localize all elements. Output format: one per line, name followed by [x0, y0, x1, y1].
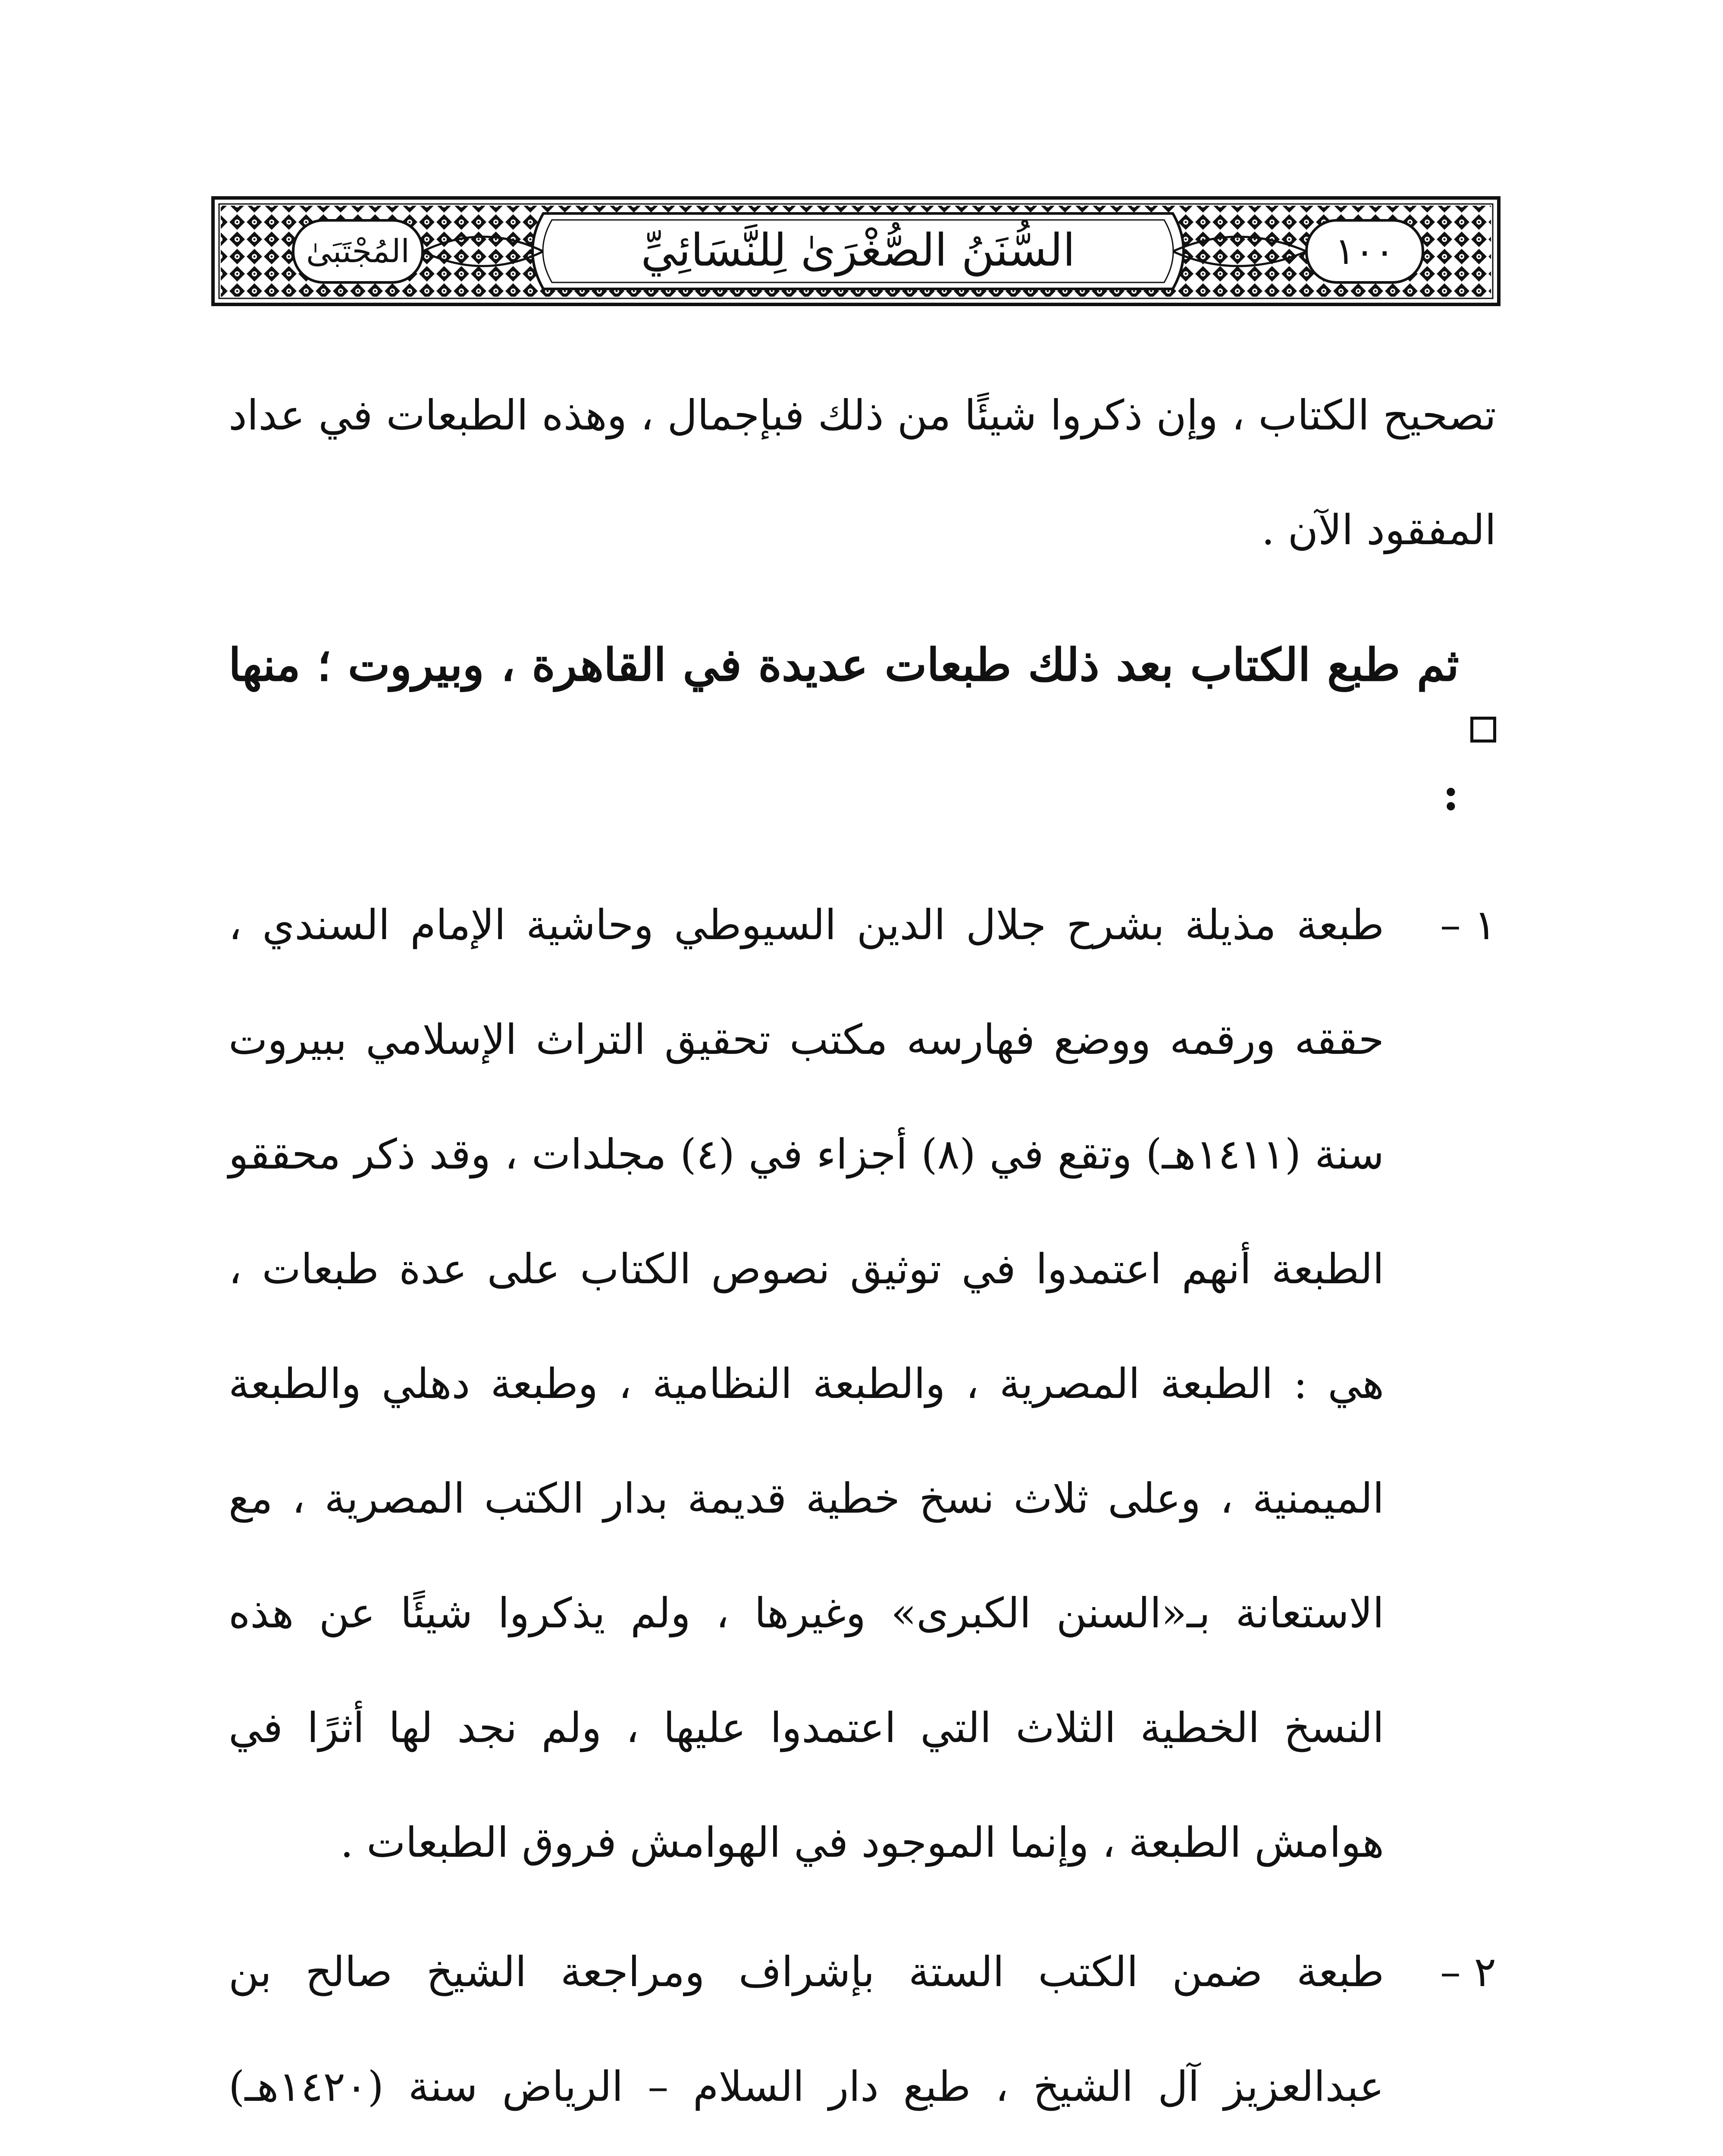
edition-number: ٢ – [1440, 1948, 1496, 1996]
page-number: ١٠٠ [1335, 230, 1395, 273]
edition-item [229, 1915, 1496, 2156]
edition-number: ١ – [1440, 901, 1496, 949]
running-title: السُّنَنُ الصُّغْرَىٰ لِلنَّسَائِيِّ [641, 224, 1075, 276]
intro-paragraph: تصحيح الكتاب ، وإن ذكروا شيئًا من ذلك فبإجمال ، وهذه الطبعات في عداد المفقود الآن . [229, 391, 1496, 554]
section-heading-text: ثم طبع الكتاب بعد ذلك طبعات عديدة في القاهرة ، وبيروت ؛ منها : [229, 638, 1459, 821]
edition-text: طبعة ضمن الكتب الستة بإشراف ومراجعة الشيخ صالح بن عبدالعزيز آل الشيخ ، طبع دار السلام – الرياض سنة (١٤٢٠هـ) [229, 1948, 1384, 2111]
book-tag: المُجْتَبَىٰ [306, 233, 410, 270]
page-body [229, 358, 1496, 2156]
page-header-banner [211, 196, 1501, 306]
edition-text: طبعة مذيلة بشرح جلال الدين السيوطي وحاشية الإمام السندي ، حققه ورقمه ووضع فهارسه مكتب تحقيق التراث الإسلامي ببيروت سنة (١٤١١هـ) وتقع في (٨) أجزاء في (٤) مجلدات ، وقد ذكر محققو الطبعة أنهم اعتمدوا في توثيق نصوص الكتاب على عدة طبعات ، هي : الطبعة المصرية ، والطبعة النظامية ، وطبعة دهلي والطبعة الميمنية ، وعلى ثلاث نسخ خطية قديمة بدار الكتب المصرية ، مع الاستعانة بـ«السنن الكبرى» وغيرها ، ولم يذكروا شيئًا عن هذه النسخ الخطية الثلاث التي اعتمدوا عليها ، ولم نجد لها أثرًا في هوامش الطبعة ، وإنما الموجود في الهوامش فروق الطبعات . [229, 901, 1385, 1867]
square-bullet-icon [1470, 717, 1496, 743]
edition-item [229, 868, 1496, 1900]
section-heading [229, 600, 1496, 859]
